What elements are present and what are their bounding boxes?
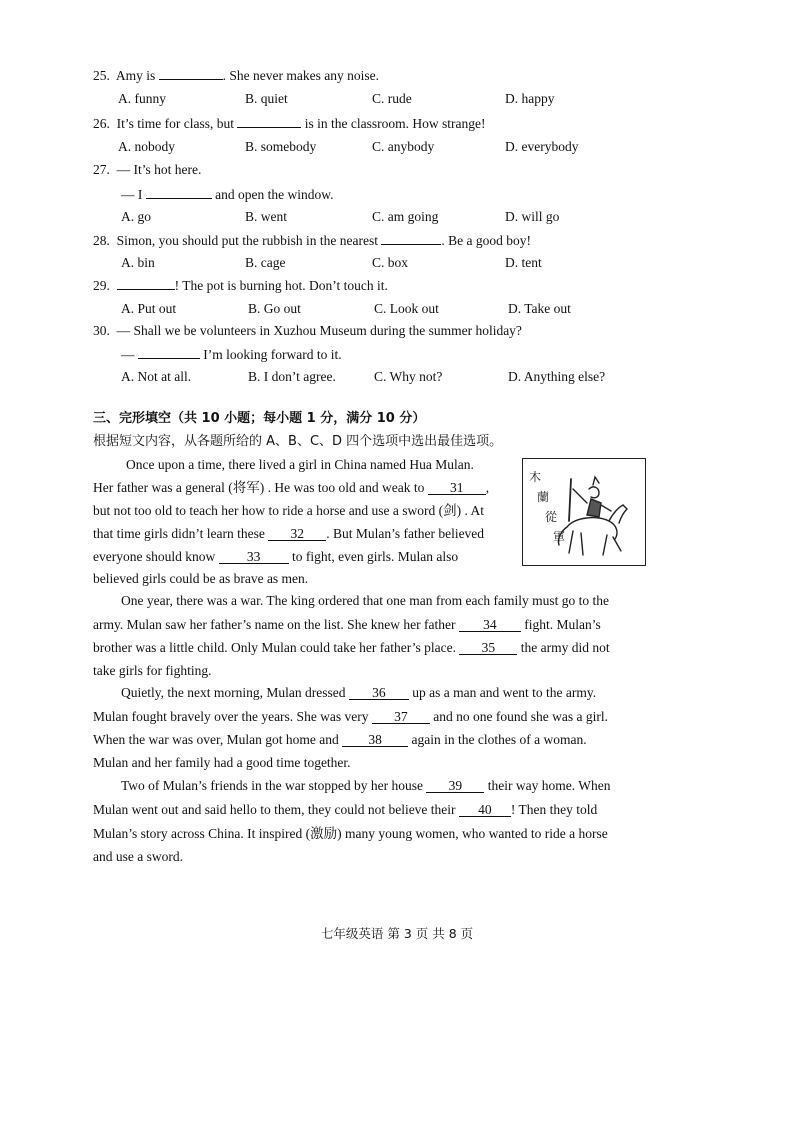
- question-text: Simon, you should put the rubbish in the nearest: [116, 233, 378, 248]
- passage-line: take girls for fighting.: [93, 663, 212, 678]
- option-b: B. cage: [245, 255, 286, 270]
- answer-blank: [381, 231, 441, 245]
- warrior-on-horse-icon: [523, 459, 644, 564]
- passage-text: Two of Mulan’s friends in the war stopped by her house: [121, 778, 423, 793]
- option-a: A. bin: [121, 255, 155, 270]
- passage-text: ! Then they told: [510, 802, 598, 817]
- question-27-reply: [121, 185, 333, 204]
- option-b: B. somebody: [245, 139, 317, 154]
- question-25: [93, 66, 379, 85]
- question-text: — I: [121, 187, 143, 202]
- svg-text:從: 從: [545, 510, 558, 524]
- question-30: [93, 322, 522, 340]
- question-text: It’s time for class, but: [116, 116, 234, 131]
- passage-text: again in the clothes of a woman.: [411, 732, 587, 747]
- passage-line: Her father was a general (将军) . He was too old and weak to 31 ,: [93, 480, 490, 495]
- blank-35: 35: [459, 641, 517, 655]
- option-d: D. will go: [505, 209, 560, 224]
- option-b: B. Go out: [248, 301, 301, 316]
- question-number: 29.: [93, 278, 110, 293]
- passage-text: to fight, even girls. Mulan also: [291, 549, 459, 564]
- option-c: C. Why not?: [374, 369, 443, 384]
- passage-text: their way home. When: [487, 778, 611, 793]
- passage-text: Mulan fought bravely over the years. She was very: [93, 709, 369, 724]
- blank-33: 33: [219, 550, 289, 564]
- svg-text:軍: 軍: [553, 530, 566, 544]
- svg-text:木: 木: [529, 470, 542, 484]
- question-text: and open the window.: [215, 187, 334, 202]
- blank-32: 32: [268, 527, 326, 541]
- question-text: . Be a good boy!: [441, 233, 531, 248]
- passage-line: Mulan’s story across China. It inspired (激励) many young women, who wanted to ride a horse: [93, 826, 608, 841]
- passage-line: and use a sword.: [93, 849, 183, 864]
- passage-text: that time girls didn’t learn these: [93, 526, 265, 541]
- passage-text: fight. Mulan’s: [524, 617, 601, 632]
- page-footer: 七年级英语 第 3 页 共 8 页: [320, 926, 474, 941]
- question-number: 27.: [93, 162, 110, 177]
- answer-blank: [146, 185, 212, 199]
- svg-text:蘭: 蘭: [537, 490, 550, 504]
- passage-line: [93, 801, 597, 819]
- section-instruction: 根据短文内容，从各题所给的 A、B、C、D 四个选项中选出最佳选项。: [93, 434, 503, 449]
- option-c: C. rude: [372, 91, 412, 106]
- question-text: I’m looking forward to it.: [203, 347, 342, 362]
- option-a: A. go: [121, 209, 151, 224]
- answer-blank: [117, 276, 175, 290]
- passage-text: army. Mulan saw her father’s name on the list. She knew her father: [93, 617, 456, 632]
- passage-line: [93, 708, 608, 726]
- option-a: A. funny: [118, 91, 166, 106]
- question-number: 25.: [93, 68, 110, 83]
- option-a: A. nobody: [118, 139, 175, 154]
- blank-39: 39: [426, 779, 484, 793]
- section-title: 三、完形填空（共 10 小题；每小题 1 分，满分 10 分）: [93, 411, 426, 426]
- passage-text: Her father was a general (将军) . He was too old and weak to: [93, 480, 425, 495]
- answer-blank: [138, 345, 200, 359]
- passage-line: [121, 684, 596, 702]
- passage-line: [93, 616, 601, 634]
- passage-text: Quietly, the next morning, Mulan dressed: [121, 685, 346, 700]
- option-a: A. Not at all.: [121, 369, 192, 384]
- passage-line: One year, there was a war. The king ordered that one man from each family must go to the: [121, 593, 610, 608]
- question-text: is in the classroom. How strange!: [304, 116, 486, 131]
- passage-text: When the war was over, Mulan got home and: [93, 732, 339, 747]
- option-d: D. everybody: [505, 139, 579, 154]
- passage-text: . But Mulan’s father believed: [326, 526, 485, 541]
- question-number: 28.: [93, 233, 110, 248]
- option-b: B. quiet: [245, 91, 288, 106]
- question-text: . She never makes any noise.: [222, 68, 379, 83]
- mulan-illustration: [522, 458, 646, 566]
- question-26: [93, 114, 485, 133]
- blank-37: 37: [372, 710, 430, 724]
- option-c: C. Look out: [374, 301, 439, 316]
- passage-text: everyone should know: [93, 549, 216, 564]
- question-number: 26.: [93, 116, 110, 131]
- blank-40: 40: [459, 803, 511, 817]
- passage-text: brother was a little child. Only Mulan could take her father’s place.: [93, 640, 457, 655]
- option-c: C. am going: [372, 209, 439, 224]
- question-29: [93, 276, 388, 295]
- option-d: D. happy: [505, 91, 555, 106]
- blank-36: 36: [349, 686, 409, 700]
- option-d: D. Anything else?: [508, 369, 606, 384]
- passage-line: Mulan and her family had a good time together.: [93, 755, 351, 770]
- passage-line: [121, 777, 610, 795]
- passage-line: Once upon a time, there lived a girl in China named Hua Mulan.: [126, 457, 474, 472]
- question-27: [93, 161, 201, 179]
- answer-blank: [237, 114, 301, 128]
- option-d: D. tent: [505, 255, 542, 270]
- question-28: [93, 231, 531, 250]
- question-text: ! The pot is burning hot. Don’t touch it.: [174, 278, 388, 293]
- passage-line: [93, 548, 458, 566]
- passage-line: [93, 525, 484, 543]
- question-text: —: [121, 347, 135, 362]
- question-text: — It’s hot here.: [116, 162, 202, 177]
- passage-line: [93, 639, 610, 657]
- question-text: — Shall we be volunteers in Xuzhou Museum during the summer holiday?: [116, 323, 522, 338]
- question-number: 30.: [93, 323, 110, 338]
- option-d: D. Take out: [508, 301, 571, 316]
- answer-blank: [159, 66, 223, 80]
- blank-31: 31: [428, 481, 486, 495]
- option-b: B. went: [245, 209, 287, 224]
- option-c: C. anybody: [372, 139, 435, 154]
- blank-34: 34: [459, 618, 521, 632]
- question-30-reply: [121, 345, 342, 364]
- option-b: B. I don’t agree.: [248, 369, 336, 384]
- passage-line: but not too old to teach her how to ride a horse and use a sword (剑) . At: [93, 503, 485, 518]
- passage-text: up as a man and went to the army.: [412, 685, 597, 700]
- passage-text: Mulan went out and said hello to them, they could not believe their: [93, 802, 456, 817]
- passage-text: the army did not: [520, 640, 610, 655]
- question-text: Amy is: [115, 68, 156, 83]
- option-c: C. box: [372, 255, 409, 270]
- passage-text: and no one found she was a girl.: [433, 709, 609, 724]
- option-a: A. Put out: [121, 301, 177, 316]
- passage-line: believed girls could be as brave as men.: [93, 571, 309, 586]
- blank-38: 38: [342, 733, 408, 747]
- passage-line: [93, 731, 587, 749]
